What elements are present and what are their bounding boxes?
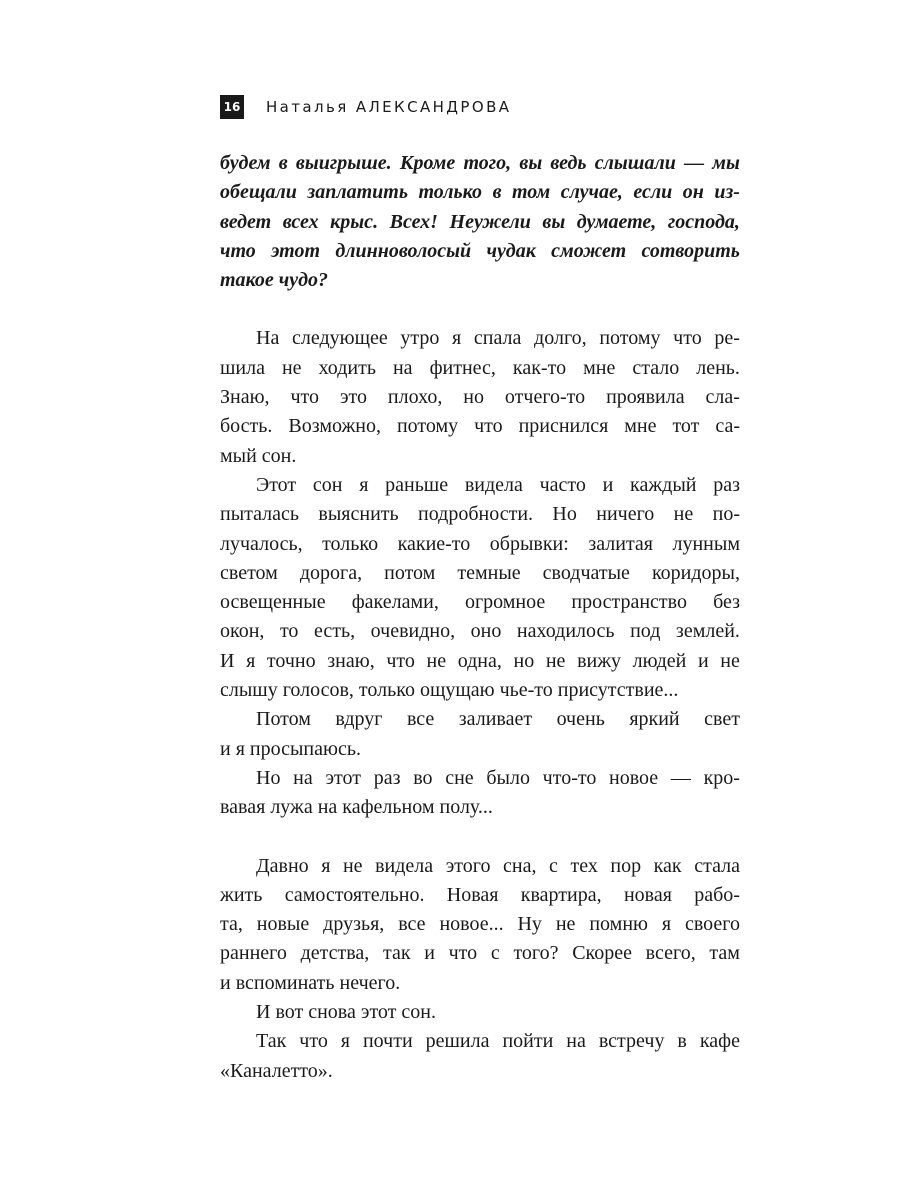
page-header [220, 95, 740, 119]
text-line: жить самостоятельно. Новая квартира, новая рабо- [220, 883, 740, 906]
paragraph [220, 764, 740, 823]
text-line: Но на этот раз во сне было что-то новое — кро- [256, 766, 740, 789]
text-line: Так что я почти решила пойти на встречу в кафе [256, 1030, 740, 1053]
text-line: и вспоминать нечего. [220, 971, 401, 994]
section-break [220, 295, 740, 324]
text-line: Потом вдруг все заливает очень яркий свет [256, 708, 740, 731]
text-line: пыталась выяснить подробности. Но ничего не по- [220, 503, 740, 526]
text-line: Давно я не видела этого сна, с тех пор как стала [256, 854, 740, 877]
text-line: освещенные факелами, огромное пространство без [220, 591, 740, 614]
section-break [220, 823, 740, 852]
paragraph [220, 852, 740, 998]
text-line: бость. Возможно, потому что приснился мне тот са- [220, 415, 740, 438]
text-line: И я точно знаю, что не одна, но не вижу людей и не [220, 649, 740, 672]
paragraph [220, 324, 740, 470]
book-page [220, 95, 740, 1086]
text-line: раннего детства, так и что с того? Скорее всего, там [220, 942, 740, 965]
text-line: «Каналетто». [220, 1059, 333, 1082]
page-number: 16 [220, 95, 244, 119]
paragraph [220, 705, 740, 764]
text-line: обещали заплатить только в том случае, если он из- [220, 181, 740, 204]
text-line: та, новые друзья, все новое... Ну не помню я своего [220, 913, 740, 936]
paragraph [220, 1027, 740, 1086]
running-head: Наталья АЛЕКСАНДРОВА [266, 98, 512, 116]
text-line: лучалось, только какие-то обрывки: залитая лунным [220, 532, 740, 555]
text-line: такое чудо? [220, 269, 329, 292]
text-line: и я просыпаюсь. [220, 737, 361, 760]
text-line: шила не ходить на фитнес, как-то мне стало лень. [220, 356, 740, 379]
paragraph [220, 998, 740, 1027]
text-line: На следующее утро я спала долго, потому что ре- [256, 327, 740, 350]
paragraph [220, 471, 740, 705]
text-line: слышу голосов, только ощущаю чье-то присутствие... [220, 679, 679, 702]
text-line: Знаю, что это плохо, но отчего-то проявила сла- [220, 386, 740, 409]
text-line: ведет всех крыс. Всех! Неужели вы думаете, господа, [220, 210, 740, 233]
text-line: светом дорога, потом темные сводчатые коридоры, [220, 561, 740, 584]
text-line: будем в выигрыше. Кроме того, вы ведь слышали — мы [220, 152, 740, 174]
text-line: мый сон. [220, 444, 297, 467]
text-line: окон, то есть, очевидно, оно находилось под землей. [220, 620, 740, 643]
text-line: что этот длинноволосый чудак сможет сотворить [220, 239, 740, 262]
text-line: вавая лужа на кафельном полу... [220, 796, 493, 819]
italic-block [220, 149, 740, 295]
text-line: И вот снова этот сон. [256, 1001, 436, 1024]
text-line: Этот сон я раньше видела часто и каждый раз [256, 473, 740, 496]
